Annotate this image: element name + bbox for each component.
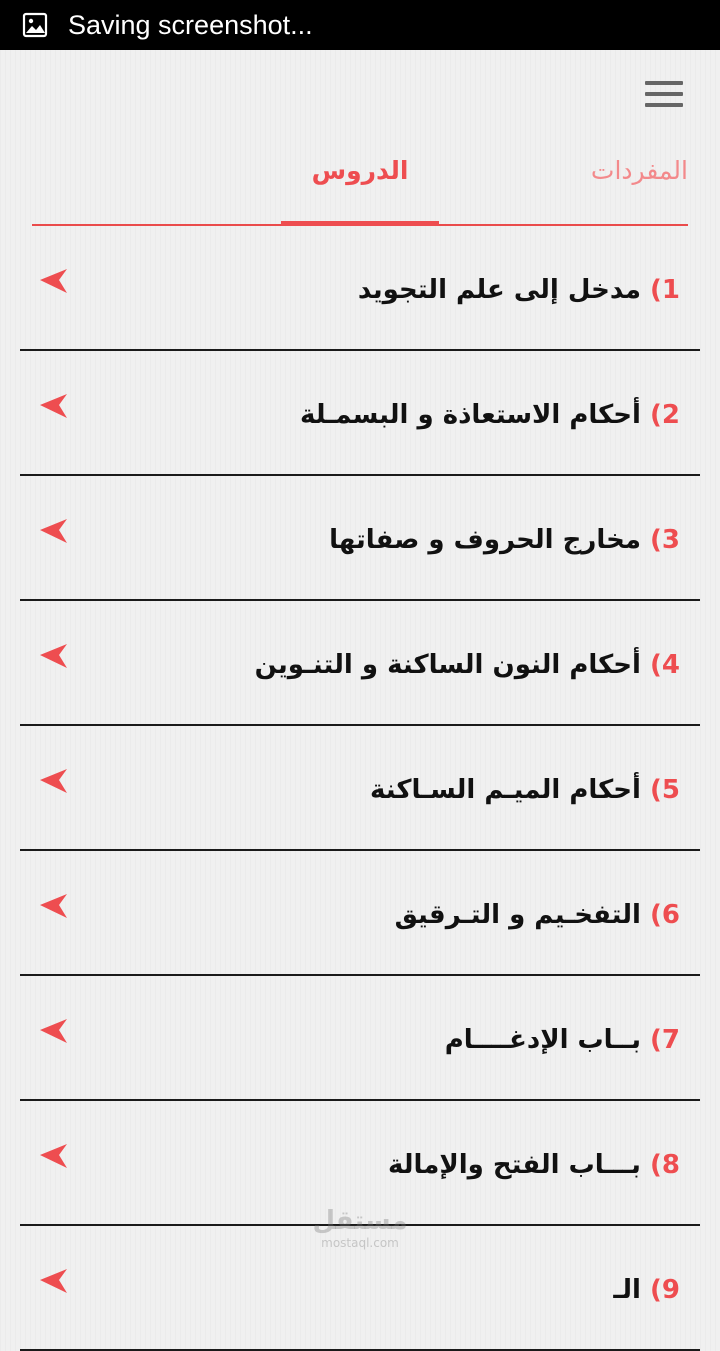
lesson-number: 9) (650, 1275, 680, 1305)
lesson-number: 6) (650, 900, 680, 930)
lesson-title (613, 1270, 680, 1310)
arrow-left-icon (40, 1143, 68, 1171)
tab-bar (32, 140, 688, 226)
lesson-number: 8) (650, 1150, 680, 1180)
lesson-name: الـ (613, 1275, 641, 1305)
tab-lessons[interactable]: الدروس (311, 156, 409, 185)
lesson-name: مخارج الحروف و صفاتها (329, 525, 641, 555)
lesson-number: 4) (650, 650, 680, 680)
image-icon (22, 12, 48, 38)
lesson-item[interactable] (20, 351, 700, 476)
lesson-title (445, 1020, 680, 1060)
lesson-item[interactable] (20, 601, 700, 726)
lesson-title (388, 1145, 680, 1185)
lesson-name: أحكام الميـم السـاكنة (369, 775, 641, 805)
lesson-item[interactable] (20, 726, 700, 851)
lesson-item[interactable] (20, 1101, 700, 1226)
tab-vocabulary[interactable]: المفردات (590, 156, 688, 185)
lesson-name: بــاب الإدغــــام (444, 1025, 641, 1055)
status-text: Saving screenshot... (68, 10, 313, 40)
lesson-name: أحكام النون الساكنة و التنـوين (254, 650, 641, 680)
arrow-left-icon (40, 393, 68, 421)
lesson-title (395, 895, 680, 935)
arrow-left-icon (40, 643, 68, 671)
lesson-name: مدخل إلى علم التجويد (357, 275, 641, 305)
lesson-title (255, 645, 680, 685)
watermark-latin: mostaql.com (321, 1236, 399, 1250)
arrow-left-icon (40, 1018, 68, 1046)
lesson-item[interactable] (20, 226, 700, 351)
lesson-item[interactable] (20, 1226, 700, 1351)
status-bar (0, 0, 720, 50)
lesson-number: 2) (650, 400, 680, 430)
lesson-title (300, 395, 680, 435)
lesson-title (329, 520, 680, 560)
arrow-left-icon (40, 1268, 68, 1296)
arrow-left-icon (40, 518, 68, 546)
watermark-arabic: مستقل (312, 1206, 408, 1236)
lesson-number: 1) (650, 275, 680, 305)
arrow-left-icon (40, 893, 68, 921)
lesson-number: 7) (650, 1025, 680, 1055)
lesson-number: 5) (650, 775, 680, 805)
lesson-item[interactable] (20, 476, 700, 601)
lesson-item[interactable] (20, 976, 700, 1101)
lesson-name: أحكام الاستعاذة و البسمـلة (300, 400, 641, 430)
arrow-left-icon (40, 768, 68, 796)
lesson-item[interactable] (20, 851, 700, 976)
arrow-left-icon (40, 268, 68, 296)
lesson-title (370, 770, 680, 810)
lesson-number: 3) (650, 525, 680, 555)
lesson-list (20, 226, 700, 1351)
lesson-title (358, 270, 680, 310)
lesson-name: بـــاب الفتح والإمالة (387, 1150, 641, 1180)
hamburger-menu-icon[interactable] (636, 72, 692, 118)
lesson-name: التفخـيم و التـرقيق (394, 900, 641, 930)
